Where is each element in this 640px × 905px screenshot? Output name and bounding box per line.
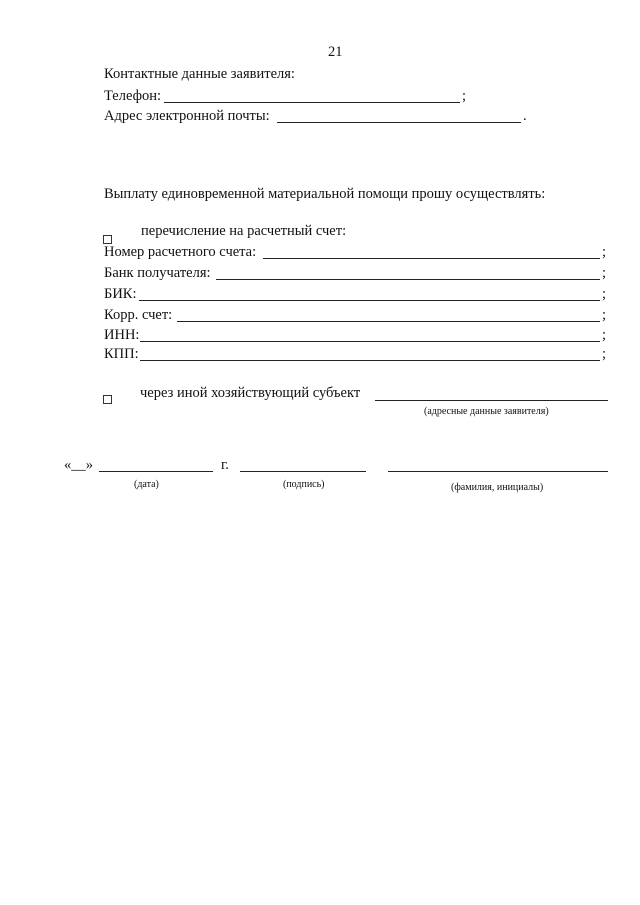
date-caption: (дата) xyxy=(134,479,159,490)
contact-heading: Контактные данные заявителя: xyxy=(104,66,295,82)
corr-account-label: Корр. счет: xyxy=(104,307,173,323)
bik-end: ; xyxy=(602,286,607,302)
kpp-line[interactable] xyxy=(140,360,600,361)
option-account-label: перечисление на расчетный счет: xyxy=(141,223,347,239)
bank-label: Банк получателя: xyxy=(104,265,211,281)
inn-end: ; xyxy=(602,327,607,343)
signature-caption: (подпись) xyxy=(283,479,325,490)
kpp-end: ; xyxy=(602,346,607,362)
bank-end: ; xyxy=(602,265,607,281)
signature-line[interactable] xyxy=(240,471,366,472)
kpp-label: КПП: xyxy=(104,346,139,362)
phone-field-line[interactable] xyxy=(164,102,460,103)
page-number: 21 xyxy=(328,44,343,60)
date-line[interactable] xyxy=(99,471,213,472)
name-line[interactable] xyxy=(388,471,608,472)
email-end: . xyxy=(523,108,527,124)
phone-label: Телефон: xyxy=(104,88,162,104)
year-suffix: г. xyxy=(221,457,229,473)
account-number-end: ; xyxy=(602,244,607,260)
other-entity-caption: (адресные данные заявителя) xyxy=(424,406,549,417)
inn-label: ИНН: xyxy=(104,327,140,343)
bik-label: БИК: xyxy=(104,286,137,302)
phone-end: ; xyxy=(462,88,467,104)
account-number-label: Номер расчетного счета: xyxy=(104,244,257,260)
other-entity-line[interactable] xyxy=(375,400,608,401)
corr-account-end: ; xyxy=(602,307,607,323)
date-day: «__» xyxy=(64,457,93,473)
payment-intro: Выплату единовременной материальной помощи прошу осуществлять: xyxy=(104,186,546,202)
inn-line[interactable] xyxy=(140,341,600,342)
corr-account-line[interactable] xyxy=(177,321,600,322)
email-field-line[interactable] xyxy=(277,122,521,123)
email-label: Адрес электронной почты: xyxy=(104,108,270,124)
account-number-line[interactable] xyxy=(263,258,600,259)
option-other-label: через иной хозяйствующий субъект xyxy=(140,385,361,401)
account-checkbox[interactable] xyxy=(103,235,112,244)
other-entity-checkbox[interactable] xyxy=(103,395,112,404)
bank-line[interactable] xyxy=(216,279,600,280)
name-caption: (фамилия, инициалы) xyxy=(451,482,544,493)
bik-line[interactable] xyxy=(139,300,600,301)
